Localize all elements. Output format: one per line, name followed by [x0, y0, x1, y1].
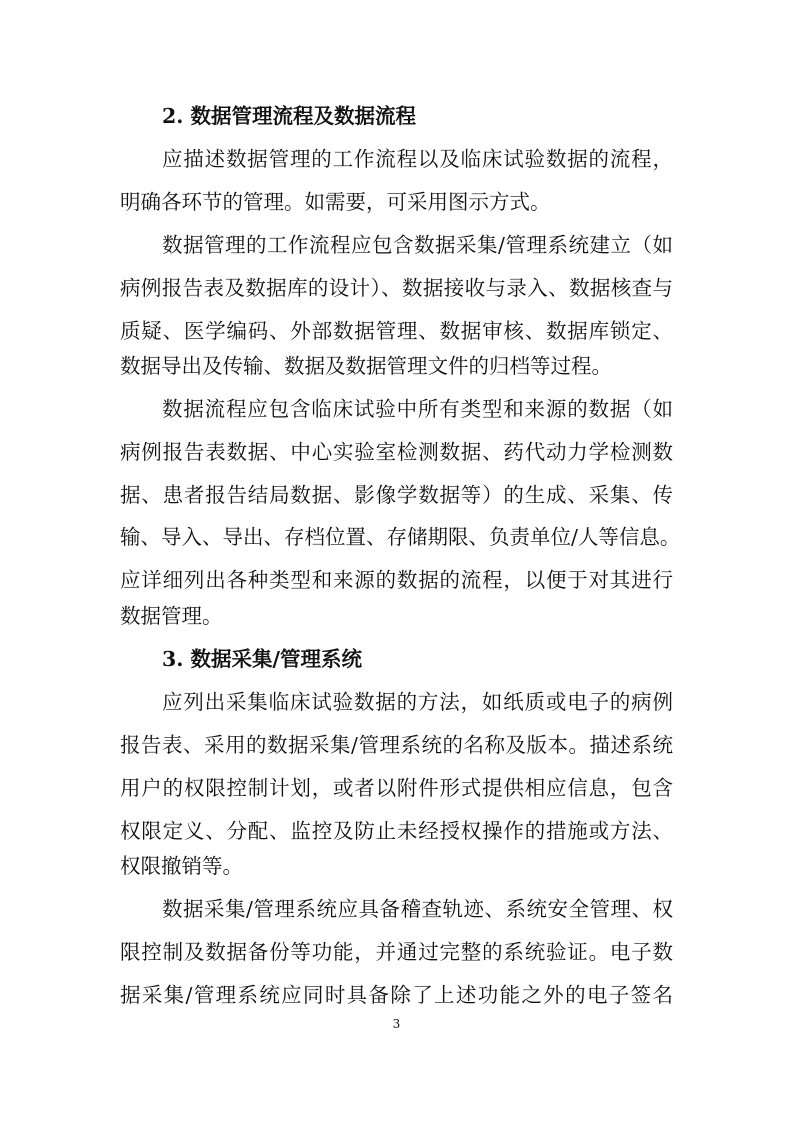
section-2-p2-line: 病例报告表及数据库的设计）、数据接收与录入、数据核查与 [120, 276, 673, 300]
section-3-heading: 3. 数据采集/管理系统 [162, 647, 363, 671]
section-2-p3-line: 据、患者报告结局数据、影像学数据等）的生成、采集、传 [120, 483, 673, 507]
section-3-p1-line: 用户的权限控制计划，或者以附件形式提供相应信息，包含 [120, 776, 673, 800]
section-3-p1-line: 权限定义、分配、监控及防止未经授权操作的措施或方法、 [120, 819, 673, 843]
section-2-p3-line: 病例报告表数据、中心实验室检测数据、药代动力学检测数 [120, 440, 673, 464]
section-2-p1-line: 明确各环节的管理。如需要，可采用图示方式。 [120, 190, 551, 214]
section-3-p1-line: 权限撤销等。 [120, 854, 243, 878]
section-2-p2-line: 质疑、医学编码、外部数据管理、数据审核、数据库锁定、 [120, 319, 673, 343]
section-3-p1-line: 报告表、采用的数据采集/管理系统的名称及版本。描述系统 [120, 733, 673, 757]
section-3-p2-line: 据采集/管理系统应同时具备除了上述功能之外的电子签名 [120, 983, 673, 1007]
section-3-p2-line: 限控制及数据备份等功能，并通过完整的系统验证。电子数 [120, 940, 673, 964]
section-2-p2-line: 数据管理的工作流程应包含数据采集/管理系统建立（如 [162, 233, 673, 257]
section-3-p1-line: 应列出采集临床试验数据的方法，如纸质或电子的病例 [162, 690, 673, 714]
section-2-p1-line: 应描述数据管理的工作流程以及临床试验数据的流程， [162, 147, 673, 171]
section-3-p2-line: 数据采集/管理系统应具备稽查轨迹、系统安全管理、权 [162, 897, 673, 921]
section-2-p3-line: 应详细列出各种类型和来源的数据的流程，以便于对其进行 [120, 568, 673, 592]
section-2-p3-line: 数据管理。 [120, 604, 223, 628]
section-2-p3-line: 输、导入、导出、存档位置、存储期限、负责单位/人等信息。 [120, 525, 681, 549]
section-2-p2-line: 数据导出及传输、数据及数据管理文件的归档等过程。 [120, 354, 612, 378]
section-2-p3-line: 数据流程应包含临床试验中所有类型和来源的数据（如 [162, 397, 673, 421]
section-2-heading: 2. 数据管理流程及数据流程 [162, 104, 417, 128]
page-number: 3 [392, 1017, 401, 1031]
